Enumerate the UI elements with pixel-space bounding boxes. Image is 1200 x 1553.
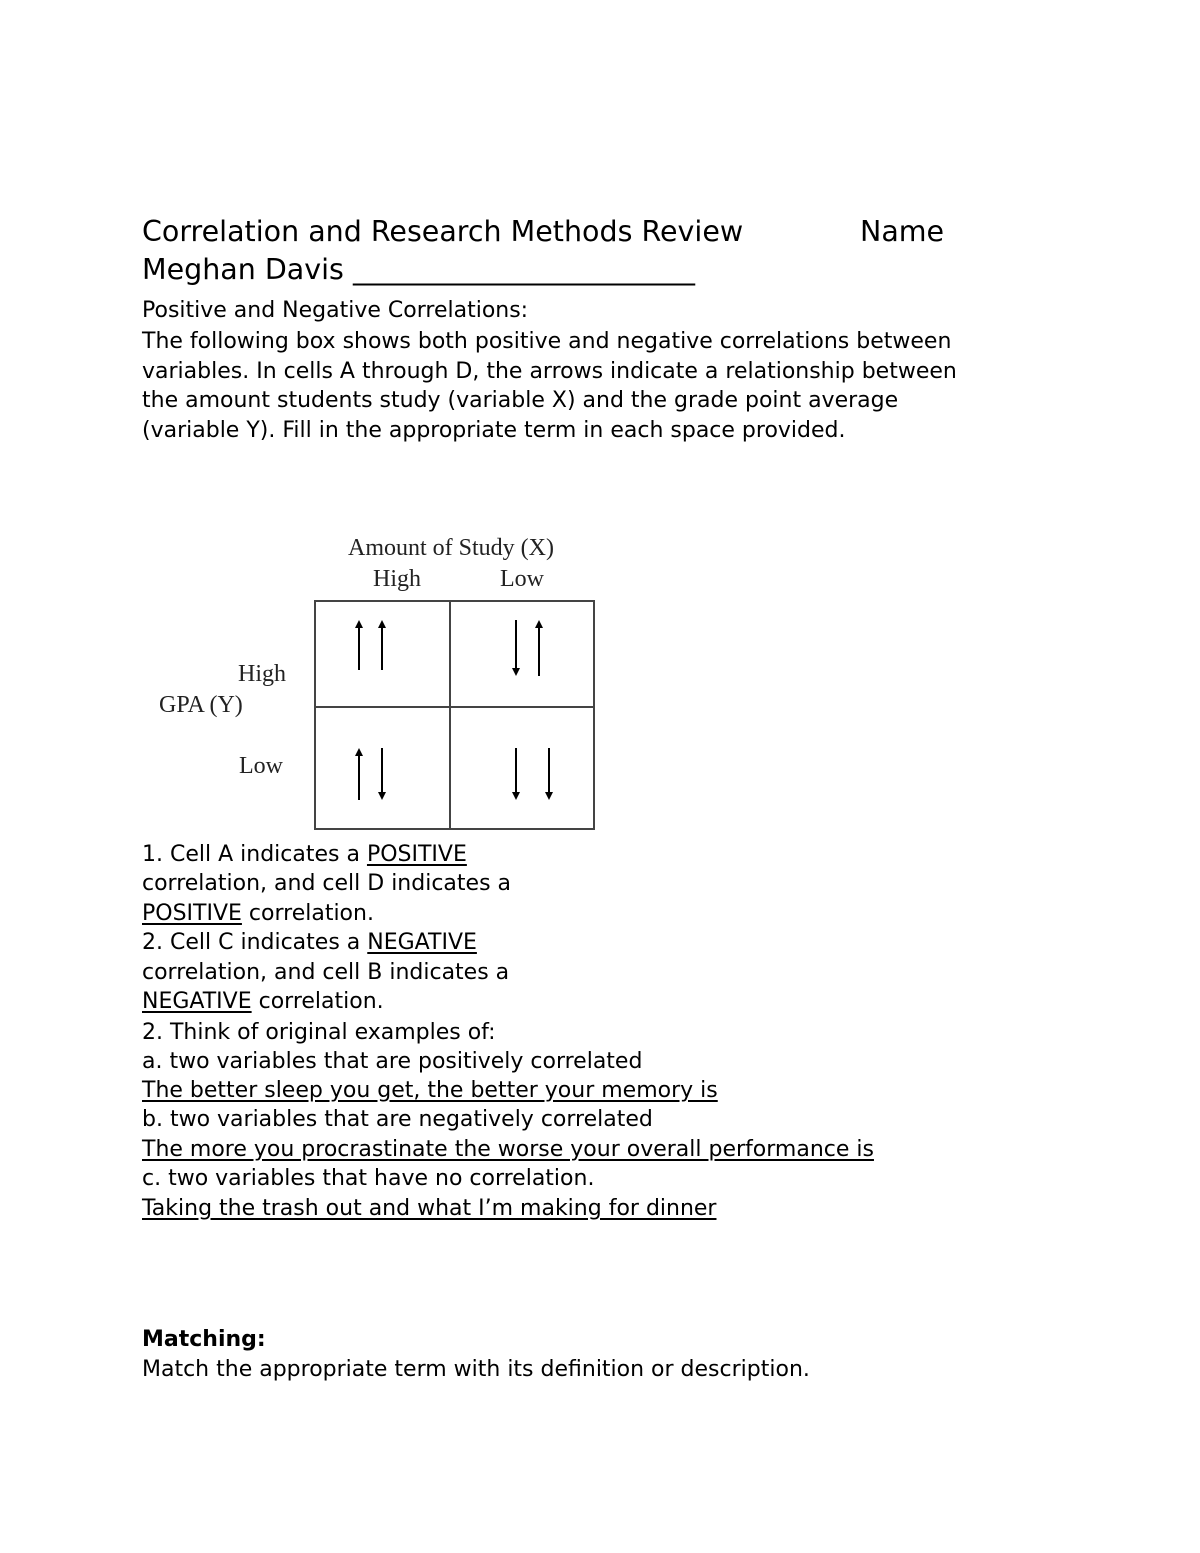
matching-heading: Matching: xyxy=(142,1327,266,1352)
student-name: Meghan Davis xyxy=(142,253,344,286)
question-1-line3 xyxy=(142,901,374,927)
question-1-line2: correlation, and cell D indicates a xyxy=(142,871,512,896)
y-high-label: High xyxy=(238,661,286,687)
x-high-label: High xyxy=(373,566,421,592)
question-2-line3 xyxy=(142,989,384,1015)
question-2-line2: correlation, and cell B indicates a xyxy=(142,960,510,985)
question-b: b. two variables that are negatively correlated xyxy=(142,1107,653,1132)
q1-text: 1. Cell A indicates a xyxy=(142,842,367,867)
question-1-line1 xyxy=(142,842,467,868)
y-low-label: Low xyxy=(239,753,283,779)
name-label: Name xyxy=(860,215,945,248)
matching-instructions: Match the appropriate term with its definition or description. xyxy=(142,1357,810,1382)
intro-line: The following box shows both positive and negative correlations between xyxy=(142,329,952,354)
q1-text-end: correlation. xyxy=(241,901,374,926)
question-2-line1 xyxy=(142,930,477,956)
answer-a[interactable]: The better sleep you get, the better your memory is xyxy=(142,1078,718,1103)
section-heading: Positive and Negative Correlations: xyxy=(142,298,529,323)
q2-text: 2. Cell C indicates a xyxy=(142,930,368,955)
x-axis-title: Amount of Study (X) xyxy=(348,535,554,561)
document-title: Correlation and Research Methods Review xyxy=(142,215,744,248)
question-c: c. two variables that have no correlation. xyxy=(142,1166,595,1191)
q2-answer-2[interactable]: NEGATIVE xyxy=(142,989,252,1014)
answer-c[interactable]: Taking the trash out and what I’m making for dinner xyxy=(142,1196,717,1221)
intro-line: the amount students study (variable X) and the grade point average xyxy=(142,388,899,413)
grid-border xyxy=(315,601,594,829)
question-a: a. two variables that are positively correlated xyxy=(142,1049,643,1074)
intro-line: variables. In cells A through D, the arrows indicate a relationship between xyxy=(142,359,957,384)
question-3: 2. Think of original examples of: xyxy=(142,1020,496,1045)
x-low-label: Low xyxy=(500,566,544,592)
q2-text-end: correlation. xyxy=(251,989,384,1014)
q1-answer-1[interactable]: POSITIVE xyxy=(366,842,467,867)
name-blank: ________________________ xyxy=(352,253,695,286)
intro-line: (variable Y). Fill in the appropriate term in each space provided. xyxy=(142,418,846,443)
q2-answer-1[interactable]: NEGATIVE xyxy=(367,930,477,955)
y-axis-title: GPA (Y) xyxy=(159,692,243,718)
q1-answer-2[interactable]: POSITIVE xyxy=(142,901,242,926)
answer-b[interactable]: The more you procrastinate the worse your overall performance is xyxy=(142,1137,874,1162)
